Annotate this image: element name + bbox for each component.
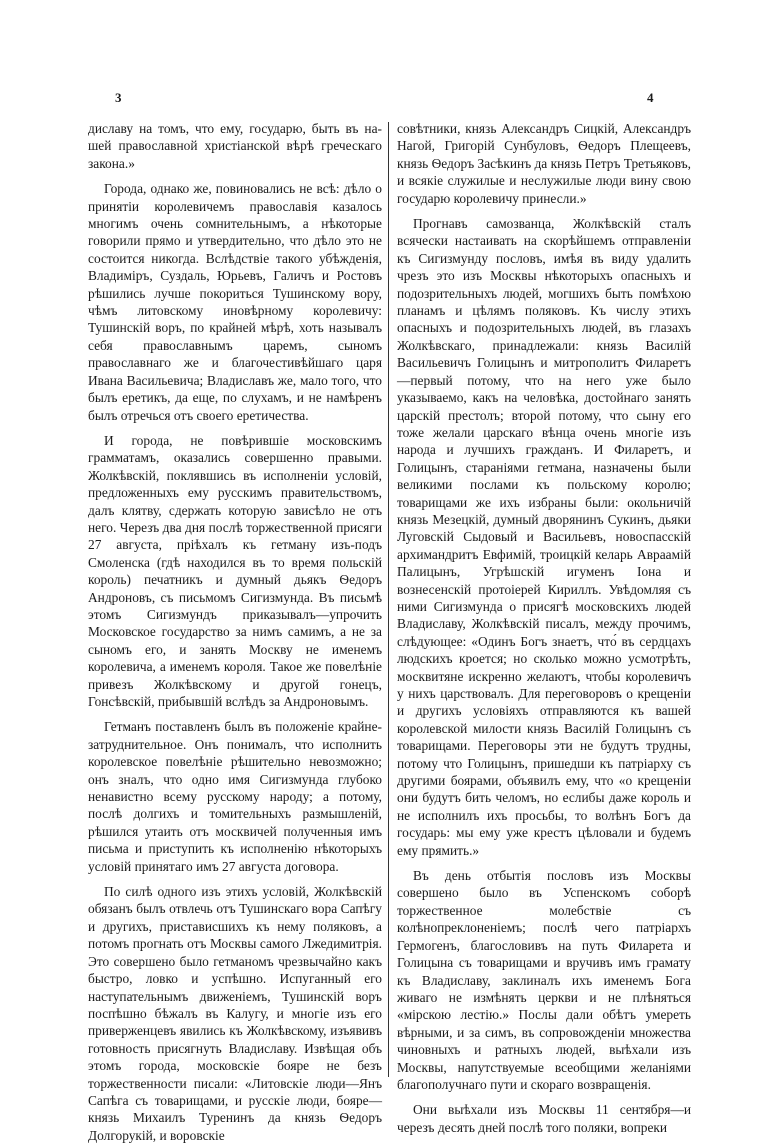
paragraph: По силѣ одного изъ этихъ условій, Жолкѣвскій обязанъ былъ отвлечь отъ Тушинскаго вора Сапѣгу и другихъ, пристависшихъ къ нему поляковъ, а потомъ прогнать отъ Москвы самого Лжедимитрія. Это совершено было гетманомъ чрезвычайно какъ быстро, ловко и успѣшно. Испуганный его наступательнымъ движеніемъ, Тушинскій воръ поспѣшно бѣжалъ въ Калугу, и многіе изъ его приверженцевъ явились къ Жолкѣвскому, изъявивъ готовность присягнуть Владиславу. Извѣщая объ этомъ города, московскіе бояре не безъ торжественности писали: «Литовскіе люди—Янъ Сапѣга съ товарищами, и русскіе люди, бояре—князь Михаилъ Туренинъ да князь Ѳедоръ Долгорукій, и воровскіе xyxy=(88,884,382,1143)
paragraph: Они выѣхали изъ Москвы 11 сентября—и черезъ десять дней послѣ того поляки, вопреки xyxy=(397,1102,691,1135)
left-text-column xyxy=(88,120,382,1143)
column-divider xyxy=(388,122,389,1077)
page-number-right: 4 xyxy=(647,90,654,105)
right-text-column xyxy=(397,120,691,1135)
paragraph: И города, не повѣрившіе московскимъ грамматамъ, оказались совершенно правыми. Жолкѣвскій, поклявшись въ исполненіи условій, предложенныхъ ему русскимъ правительствомъ, далъ клятву, сдержать которую зависѣло не отъ него. Черезъ два дня послѣ торжественной присяги 27 августа, пріѣхалъ къ гетману изъ-подъ Смоленска (гдѣ находился въ то время польскій король) печатникъ и думный дьякъ Ѳедоръ Андроновъ, съ письмомъ Сигизмунда. Въ письмѣ этомъ Сигизмундъ приказывалъ—упрочить Московское государство за нимъ самимъ, а не за сыномъ его, и занять Москву не именемъ королевича, а именемъ короля. Такое же повелѣніе привезъ Жолкѣвскому и другой гонецъ, Гонсѣвскій, прибывшій вслѣдъ за Андроновымъ. xyxy=(88,432,382,709)
page-number-left: 3 xyxy=(115,90,122,105)
paragraph: Въ день отбытія пословъ изъ Москвы совершено было въ Успенскомъ соборѣ торжественное молебствіе съ колѣнопреклоненіемъ; послѣ чего патріархъ Гермогенъ, благословивъ на путь Филарета и Голицына съ товарищами и вручивъ имъ грамату къ Владиславу, заклиналъ ихъ именемъ Бога живаго не измѣнять церкви и не плѣняться «мірскою лестію.» Послы дали обѣтъ умереть вѣрными, и за симъ, въ сопровожденіи множества чиновныхъ и ратныхъ людей, выѣхали изъ Москвы, напутствуемые всеобщими желаніями благополучнаго пути и скораго возвращенія. xyxy=(397,868,691,1092)
paragraph: Прогнавъ самозванца, Жолкѣвскій сталъ всячески настаивать на скорѣйшемъ отправленіи къ Сигизмунду пословъ, имѣя въ виду удалить чрезъ это изъ Москвы нѣкоторыхъ опасныхъ и подозрительныхъ людей, могшихъ быть помѣхою планамъ и цѣлямъ поляковъ. Къ числу этихъ опасныхъ и подозрительныхъ людей, въ глазахъ Жолкѣвскаго, принадлежали: князь Василій Васильевичъ Голицынъ и митрополитъ Филаретъ—первый потому, что на него уже было указываемо, какъ на человѣка, достойнаго занять царскій престолъ; второй потому, что сыну его тоже желали царскаго вѣнца очень многіе изъ народа и лучшихъ гражданъ. И Филаретъ, и Голицынъ, стараніями гетмана, назначены были великими послами къ польскому королю; товарищами же ихъ избраны были: окольничій князь Мезецкій, думный дворянинъ Сукинъ, дьяки Луговскій Сыдовый и Васильевъ, новоспасскій архимандритъ Евфимій, троицкій келарь Авраамій Палицынъ, Угрѣшскій игуменъ Іона и вознесенскій протоіерей Кириллъ. Увѣдомляя съ ними Сигизмунда о присягѣ московскихъ людей Владиславу, Жолкѣвскій писалъ, между прочимъ, слѣдующее: «Одинъ Богъ знаетъ, что́ въ сердцахъ людскихъ кроется; но сколько можно усмотрѣть, москвитяне искренно желаютъ, чтобы королевичъ у нихъ царствовалъ. Для переговоровъ о крещеніи и другихъ условіяхъ отправляются къ вашей королевской милости князь Василій Голицынъ съ товарищами. Переговоры эти не будутъ трудны, потому что Голицынъ, пришедши къ патріарху съ другими боярами, объявилъ ему, что «о крещеніи они будутъ бить челомъ, но еслибы даже король и не исполнилъ ихъ просьбы, то волѣнъ Богъ да государь: мы ему уже крестъ цѣловали и будемъ ему прямить.» xyxy=(397,216,691,858)
paragraph: диславу на томъ, что ему, государю, быть въ на-шей православной христіанской вѣрѣ греческаго закона.» xyxy=(88,121,382,171)
paragraph: совѣтники, князь Александръ Сицкій, Александръ Нагой, Григорій Сунбуловъ, Ѳедоръ Плещеевъ, князь Ѳедоръ Засѣкинъ да князь Петръ Третьяковъ, и всякіе служилые и неслужилые люди вину свою государю королевичу принесли.» xyxy=(397,121,691,206)
paragraph: Города, однако же, повиновались не всѣ: дѣло о принятіи королевичемъ православія казалось многимъ очень сомнительнымъ, а нѣкоторые говорили прямо и утвердительно, что дѣло это не состоится никогда. Вслѣдствіе такого убѣжденія, Владиміръ, Суздаль, Юрьевъ, Галичъ и Ростовъ рѣшились лучше покориться Тушинскому вору, чѣмъ литовскому иновѣрному королевичу: Тушинскій воръ, по крайней мѣрѣ, хоть называлъ себя православнымъ царемъ, сыномъ православнаго же и благочестивѣйшаго царя Ивана Васильевича; Владиславъ же, мало того, что былъ еретикъ, да еще, по слухамъ, и не намѣренъ былъ отречься отъ своего еретичества. xyxy=(88,181,382,423)
paragraph: Гетманъ поставленъ былъ въ положеніе крайне-затруднительное. Онъ понималъ, что исполнить королевское повелѣніе рѣшительно невозможно; онъ зналъ, что одно имя Сигизмунда глубоко ненавистно всему русскому народу; а потому, послѣ долгихъ и томительныхъ размышленій, рѣшился утаить отъ москвичей полученныя имъ письма и приступить къ исполненію нѣкоторыхъ условій принятаго имъ 27 августа договора. xyxy=(88,719,382,874)
